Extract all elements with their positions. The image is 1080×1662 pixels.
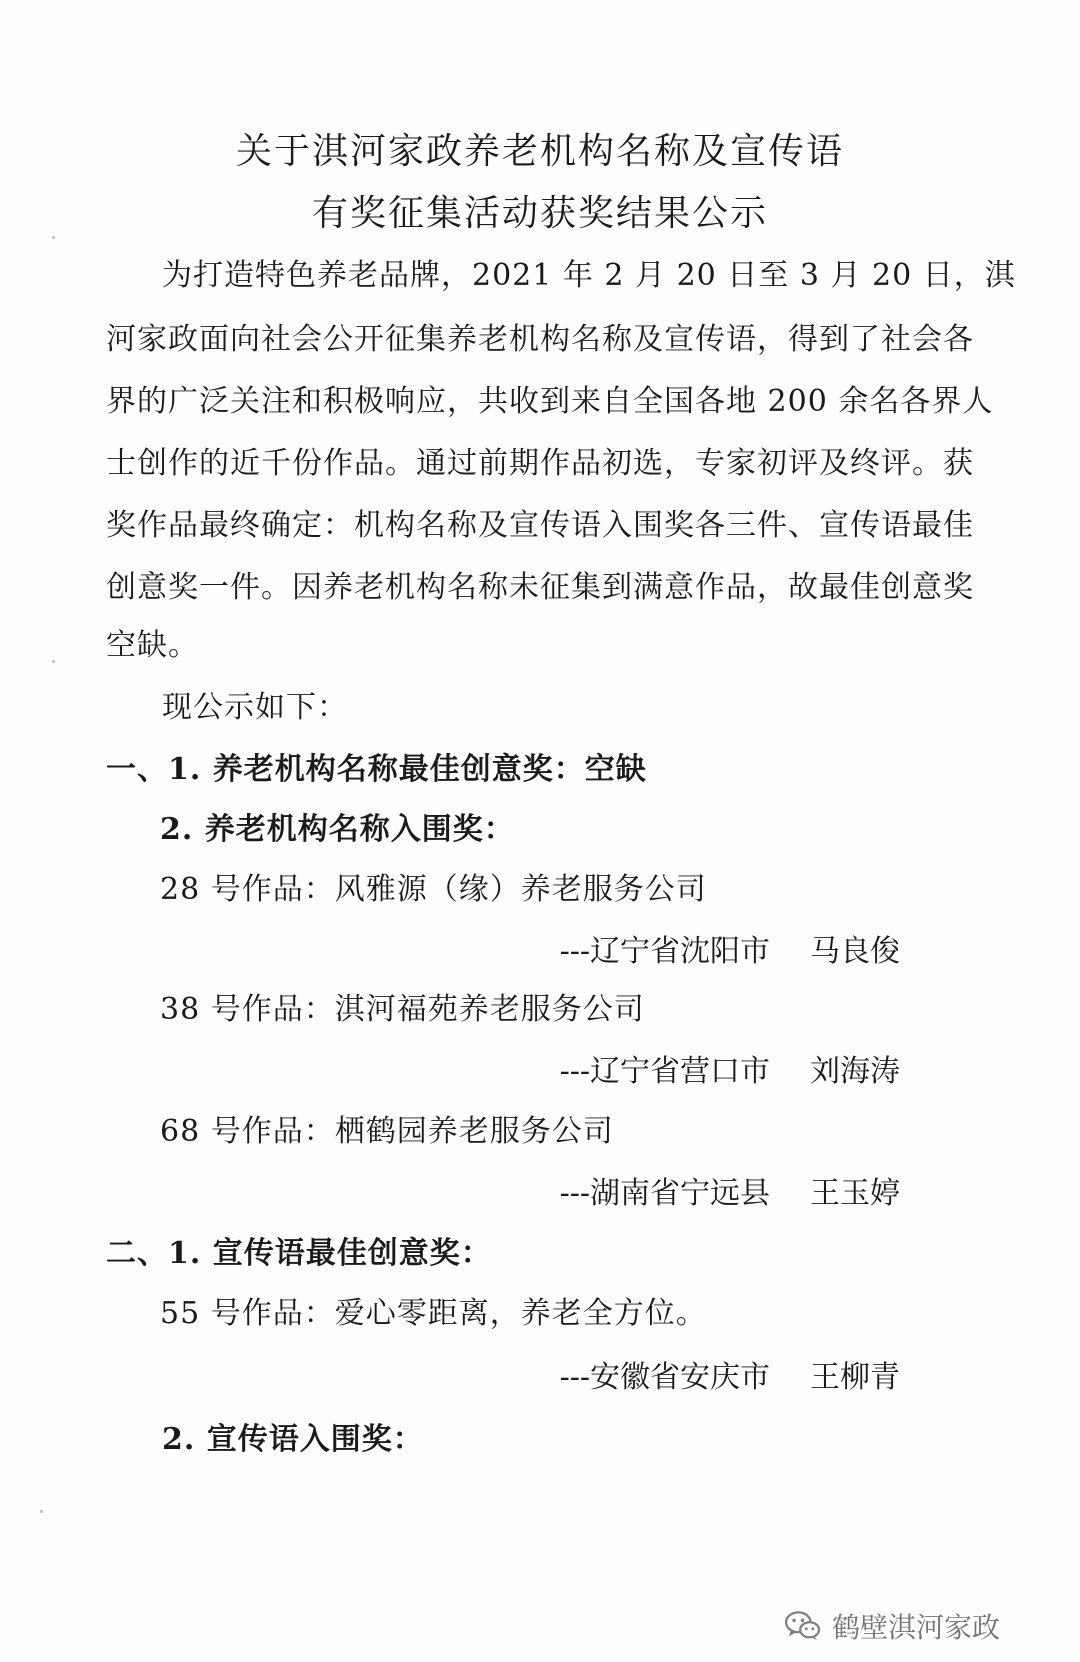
- scan-speck: [52, 236, 55, 239]
- paragraph-line-4: 士创作的近千份作品。通过前期作品初选，专家初评及终评。获: [106, 446, 974, 481]
- paragraph-line-7: 空缺。: [106, 628, 199, 663]
- entry-55-author: 王柳青: [810, 1360, 900, 1395]
- entry-38-work: 38 号作品：淇河福苑养老服务公司: [160, 992, 645, 1027]
- entry-55-work: 55 号作品：爱心零距离，养老全方位。: [160, 1296, 707, 1331]
- title-line-2: 有奖征集活动获奖结果公示: [311, 193, 768, 234]
- section-2-subheading: 2. 宣传语入围奖：: [162, 1422, 424, 1457]
- scan-speck: [40, 1510, 43, 1513]
- entry-28-origin: ---辽宁省沈阳市: [559, 934, 770, 969]
- watermark-text: 鹤壁淇河家政: [831, 1611, 1000, 1644]
- entry-38-attribution: [560, 1054, 900, 1090]
- entry-68-attribution: [560, 1176, 900, 1212]
- entry-68-origin: ---湖南省宁远县: [559, 1176, 770, 1211]
- entry-38-author: 刘海涛: [810, 1054, 900, 1089]
- section-2-heading: 二、1. 宣传语最佳创意奖：: [106, 1236, 492, 1271]
- intro-text: 现公示如下：: [162, 690, 348, 725]
- entry-28-author: 马良俊: [810, 934, 900, 969]
- paragraph-line-2: 河家政面向社会公开征集养老机构名称及宣传语，得到了社会各: [106, 322, 974, 357]
- entry-28-work: 28 号作品：风雅源（缘）养老服务公司: [160, 872, 707, 907]
- entry-55-attribution: [560, 1360, 900, 1396]
- entry-68-work: 68 号作品：栖鹤园养老服务公司: [160, 1114, 614, 1149]
- entry-68-author: 王玉婷: [810, 1176, 900, 1211]
- entry-55-origin: ---安徽省安庆市: [559, 1360, 770, 1395]
- entry-38-origin: ---辽宁省营口市: [559, 1054, 770, 1089]
- paragraph-line-6: 创意奖一件。因养老机构名称未征集到满意作品，故最佳创意奖: [106, 570, 974, 605]
- section-1-heading: 一、1. 养老机构名称最佳创意奖：空缺: [106, 752, 647, 787]
- section-1-subheading: 2. 养老机构名称入围奖：: [160, 812, 515, 847]
- paragraph-line-1: 为打造特色养老品牌，2021 年 2 月 20 日至 3 月 20 日，淇: [162, 258, 1016, 293]
- paragraph-line-5: 奖作品最终确定：机构名称及宣传语入围奖各三件、宣传语最佳: [106, 508, 974, 543]
- paragraph-line-3: 界的广泛关注和积极响应，共收到来自全国各地 200 余名各界人: [106, 384, 994, 419]
- entry-28-attribution: [560, 934, 900, 970]
- wechat-icon: [784, 1610, 822, 1642]
- watermark: [784, 1606, 1000, 1646]
- title-line-1: 关于淇河家政养老机构名称及宣传语: [235, 131, 844, 172]
- scan-speck: [52, 660, 55, 663]
